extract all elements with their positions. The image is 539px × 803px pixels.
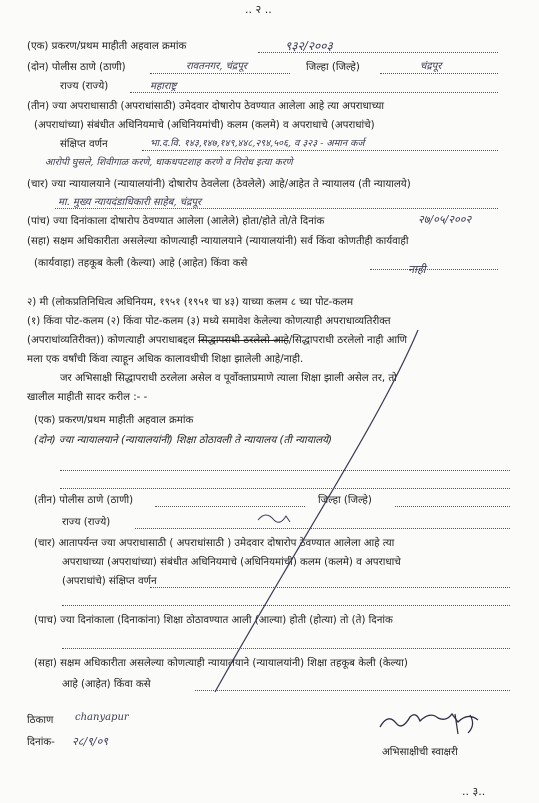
charge-date-label: (पांच) ज्या दिनांकाला दोषारोप ठेवण्यात आलेला (आलेले) होता/होते तो/ते दिनांक xyxy=(27,216,325,227)
declaration-p4: मला एक वर्षांची किंवा त्याहून अधिक कालावधीची शिक्षा झालेली आहे/नाही. xyxy=(27,354,304,365)
conviction-offence-2: अपराधाच्या (अपराधांच्या) संबंधीत अधिनियमाचे (अधिनियमांची) कलम (कलमे) व अपराधाचे xyxy=(62,557,401,568)
conviction-case-label: (एक) प्रकरण/प्रथम माहीती अहवाल क्रमांक xyxy=(34,415,194,426)
state-label: राज्य (राज्ये) xyxy=(60,81,109,92)
sections-value: भा.द.वि. १४३,१४७,१४९,४४८,२९४,५०६, व ३२३ - अमान कर्ज xyxy=(150,138,365,149)
declaration-p6: खालील माहीती सादर करील :- - xyxy=(27,392,148,403)
declaration-p3-struck: सिद्धापराधी ठरलेलो आहे xyxy=(198,335,289,346)
suspension-label-1: (सहा) सक्षम अधिकारीता असलेल्या कोणत्याही न्यायालयाने (न्यायालयांनी) शिक्षा तहकूब केली (केल्या) xyxy=(34,658,408,669)
signature-mark xyxy=(380,714,478,727)
conviction-district-label: जिल्हा (जिल्हे) xyxy=(318,495,372,506)
declaration-p1: २) मी (लोकप्रतिनिधित्व अधिनियम, १९५१ (१९५१ चा ४३) याच्या कलम ८ च्या पोट-कलम xyxy=(27,297,354,308)
offence-label-1: (तीन) ज्या अपराधासाठी (अपराधांसाठी) उमेदवार दोषारोप ठेवण्यात आलेला आहे त्या अपराधाच्या xyxy=(27,101,385,112)
declaration-p3-c: /सिद्धापराधी ठरलेलो नाही आणि xyxy=(288,335,408,346)
case-number-value: ९३२/२००३ xyxy=(285,39,333,53)
sentence-date-label: (पाच) ज्या दिनांकाला (दिनाकांना) शिक्षा ठोठावण्यात आली (आल्या) होती (होत्या) तो (ते) दिनांक xyxy=(34,615,393,626)
court-label: (चार) ज्या न्यायालयाने (न्यायालयांनी) दोषारोप ठेवलेला (ठेवलेले) आहे/आहेत ते न्यायालय (ती न्यायालये) xyxy=(27,179,411,190)
page-number-bottom: .. ३.. xyxy=(462,785,486,798)
page-number-top: .. २ .. xyxy=(245,3,272,16)
court-value: मा. मुख्य न्यायदंडाधिकारी साहेब, चंद्रपूर xyxy=(58,197,202,208)
date-label: दिनांक- xyxy=(27,737,55,748)
proceedings-label-2: (कार्यवाहा) तहकूब केली (केल्या) आहे (आहेत) किंवा कसे xyxy=(34,258,248,269)
conviction-offence-3: (अपराधांचे) संक्षिप्त वर्णन xyxy=(62,576,157,587)
declaration-p3-a: (अपराधांव्यतिरीक्त)) कोणत्याही अपराधाबद्दल xyxy=(27,335,195,346)
proceedings-label-1: (सहा) सक्षम अधिकारीता असलेल्या कोणत्याही न्यायालयाने (न्यायालयांनी) सर्व किंवा कोणतीही कार्यवाही xyxy=(27,236,409,247)
signature-label: अभिसाक्षीची स्वाक्षरी xyxy=(382,747,458,758)
conviction-police-label: (तीन) पोलीस ठाणे (ठाणी) xyxy=(34,495,134,506)
declaration-p2: (१) किंवा पोट-कलम (२) किंवा पोट-कलम (३) मध्ये समावेश केलेल्या कोणत्याही अपराधाव्यतिरीक्त xyxy=(27,316,391,327)
case-number-label: (एक) प्रकरण/प्रथम माहीती अहवाल क्रमांक xyxy=(27,41,187,52)
suspension-label-2: आहे (आहेत) किंवा कसे xyxy=(62,679,151,690)
date-value: २८/९/०९ xyxy=(72,735,109,748)
conviction-state-label: राज्य (राज्ये) xyxy=(62,517,111,528)
place-label: ठिकाण xyxy=(27,715,54,726)
district-label: जिल्हा (जिल्हे) xyxy=(306,62,360,73)
police-station-label: (दोन) पोलीस ठाणे (ठाणी) xyxy=(27,62,126,73)
initial-mark xyxy=(258,515,290,522)
district-value: चंद्रपूर xyxy=(420,61,442,72)
declaration-p5: जर अभिसाक्षी सिद्धापराधी ठरलेला असेल व पूर्वोक्ताप्रमाणे त्याला शिक्षा झाली असेल तर, तो xyxy=(60,373,397,384)
place-value: chanyapur xyxy=(75,712,129,723)
state-value: महाराष्ट्र xyxy=(150,81,177,92)
strike-out-line xyxy=(215,330,418,692)
police-station-value: रावतनगर, चंद्रपूर xyxy=(186,61,247,72)
offence-label-2: (अपराधांच्या) संबंधीत अधिनियमाचे (अधिनियमांची) कलम (कलमे) व अपराधाचे (अपराधांचे) xyxy=(34,120,375,131)
offence-label-3: संक्षिप्त वर्णन xyxy=(60,139,108,150)
proceedings-value: नाही xyxy=(408,263,426,276)
conviction-offence-1: (चार) आतापर्यन्त ज्या अपराधासाठी ( अपराधांसाठी ) उमेदवार दोषारोप ठेवण्यात आलेला आहे त्या xyxy=(34,538,395,549)
charge-date-value: २७/०५/२००२ xyxy=(418,213,472,226)
description-value: आरोपी घुसले, शिवीगाळ करणे, धाकधपटशाह करणे व निरोध इत्या करणे xyxy=(45,157,293,168)
conviction-court-label: (दोन) ज्या न्यायालयाने (न्यायालयांनी) शिक्षा ठोठावली ते न्यायालय (ती न्यायालये) xyxy=(34,435,333,446)
